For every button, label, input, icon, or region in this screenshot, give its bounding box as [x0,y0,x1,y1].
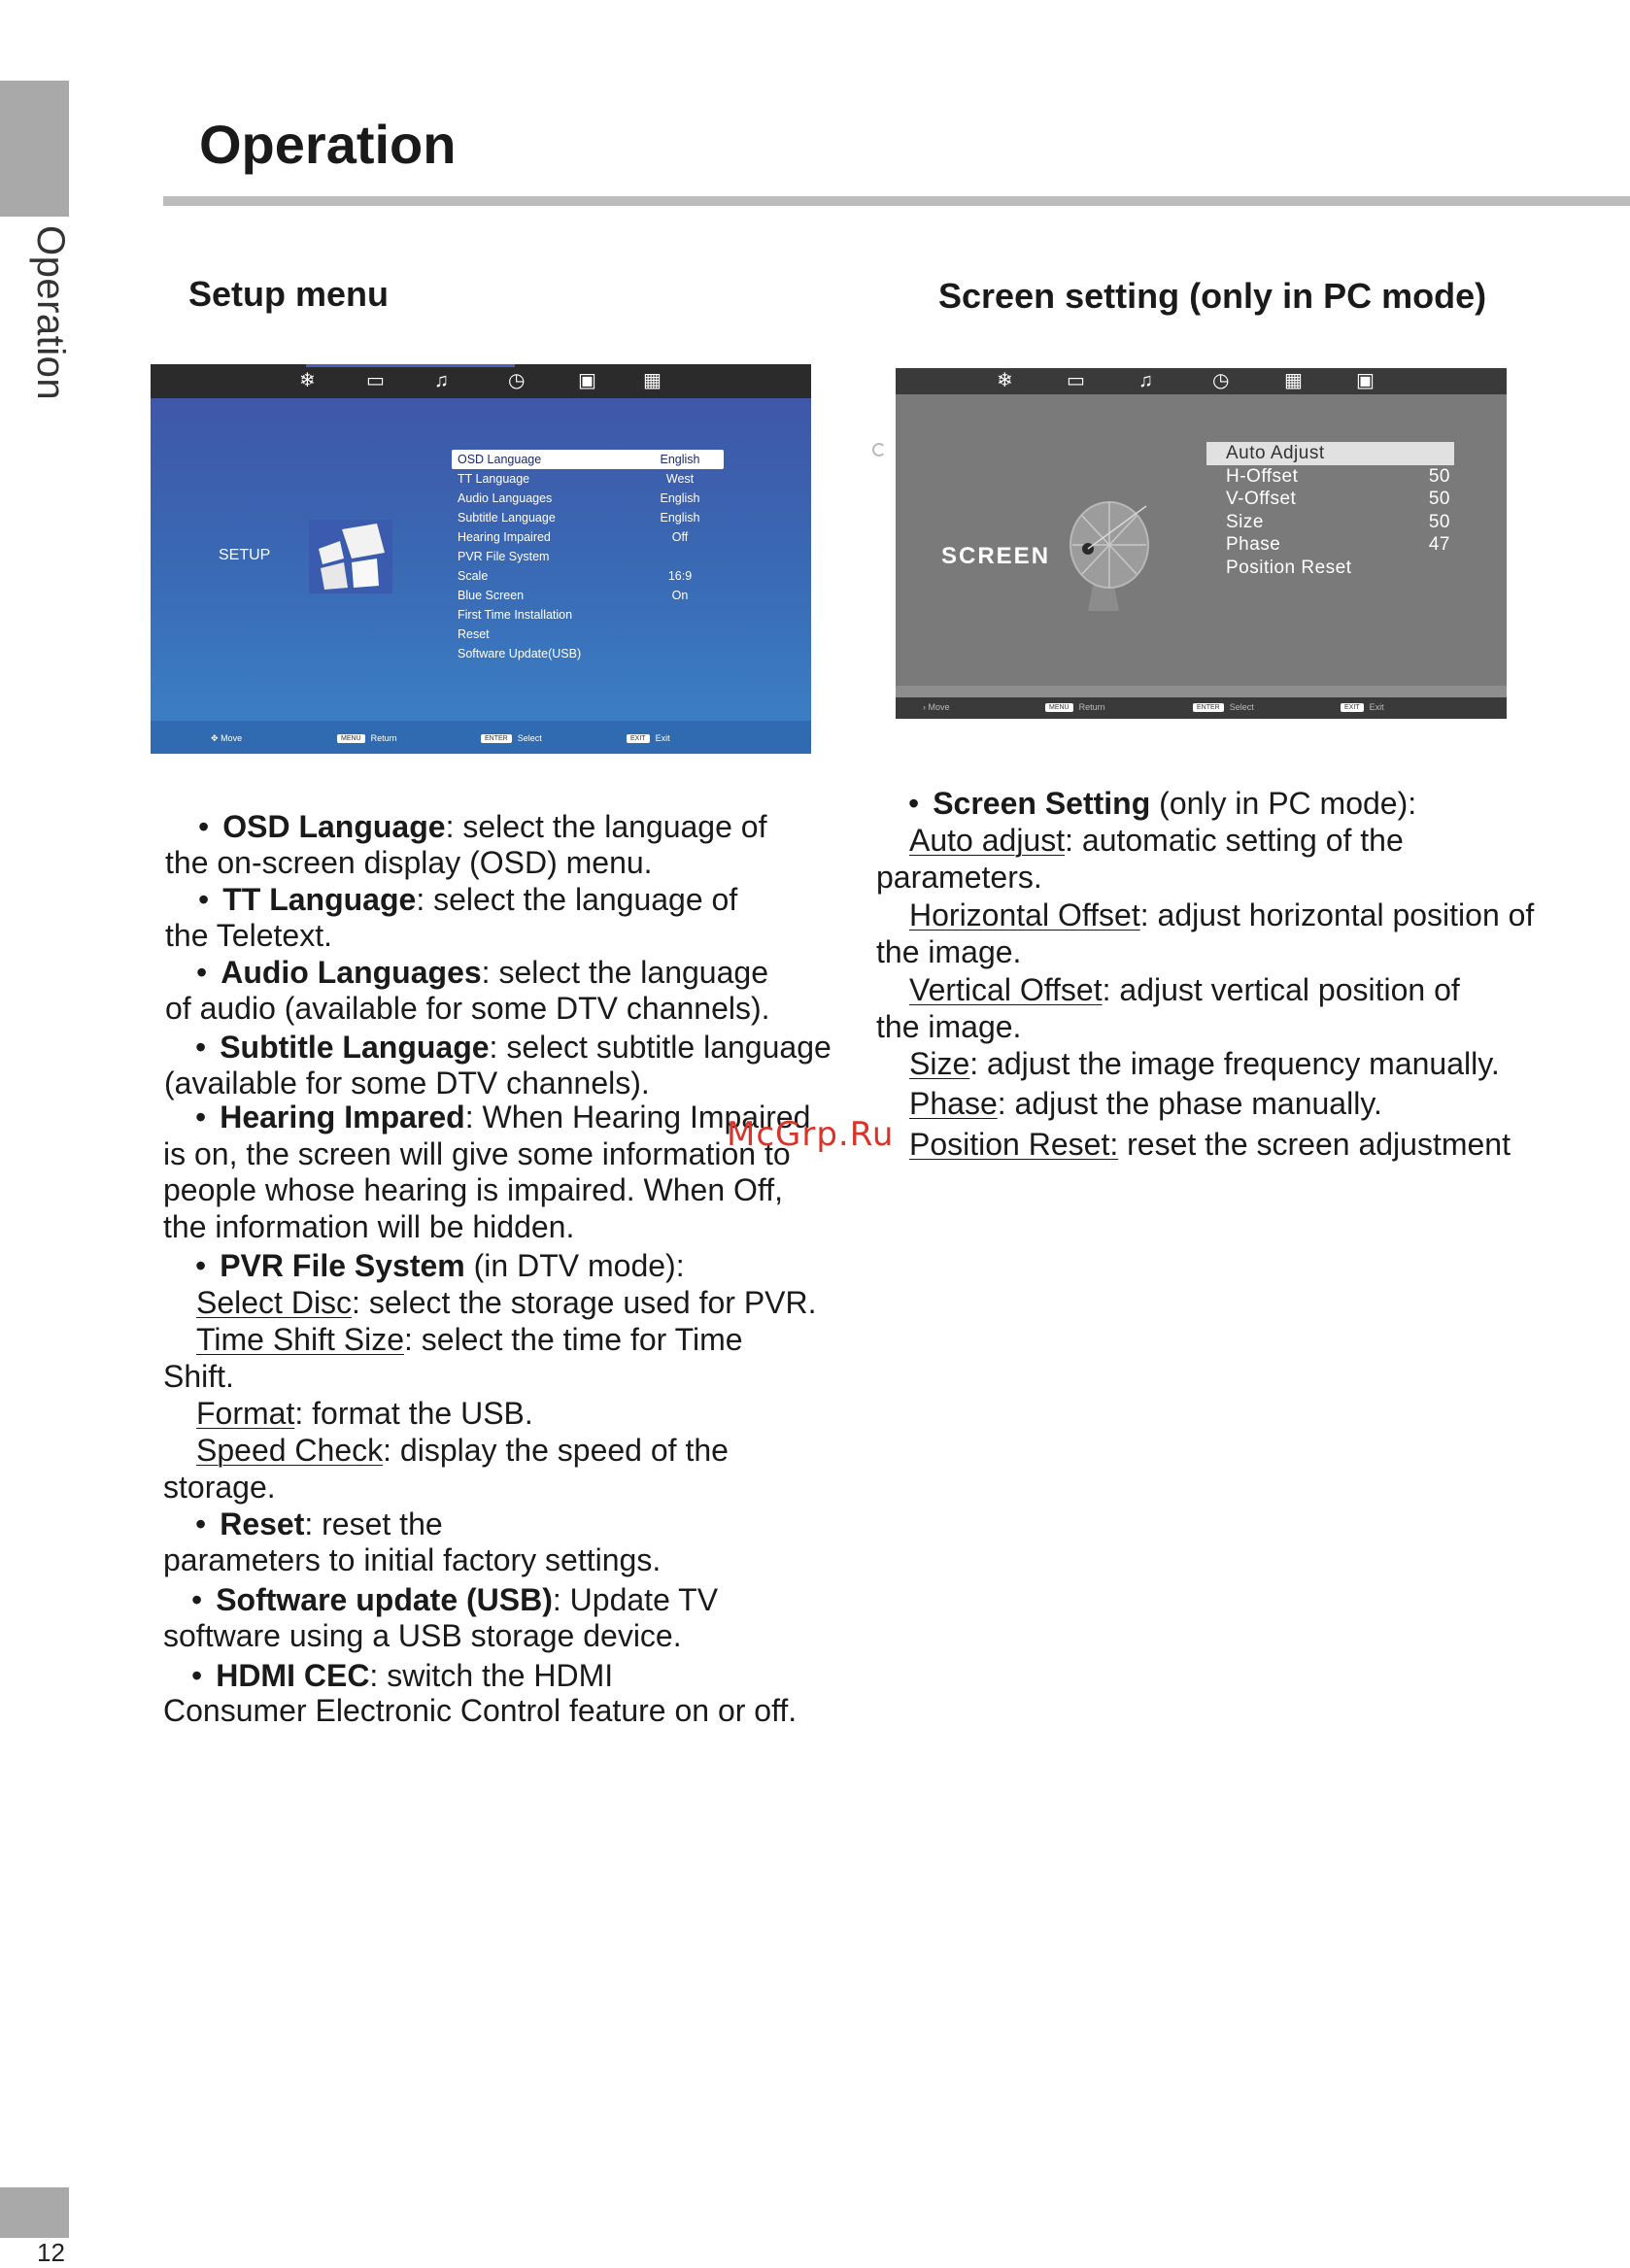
menu-item-h-offset[interactable]: H-Offset 50 [1226,465,1450,487]
move-arrow-icon: › [923,702,926,712]
select-hint: ENTER Select [1193,702,1254,712]
vertical-offset-item: Vertical Offset: adjust vertical position of [909,972,1460,1007]
setup-label: SETUP [219,547,271,563]
text-line: Shift. [163,1359,234,1394]
screen-setting-item: • Screen Setting (only in PC mode): [908,786,1417,821]
page-number: 12 [37,2238,65,2267]
setup-menu-screenshot [151,364,811,754]
text-line: is on, the screen will give some information to [163,1136,791,1171]
monitor-icon: ▭ [1067,370,1085,391]
select-hint: ENTER Select [481,733,542,743]
screen-label: SCREEN [941,543,1051,569]
windows-icon: ▦ [1284,370,1303,391]
clock-icon: ◷ [508,370,526,391]
side-tab-marker [0,81,69,217]
satellite-dish-icon [1051,485,1168,611]
menu-item-size[interactable]: Size 50 [1226,511,1450,532]
menu-item-position-reset[interactable]: Position Reset [1226,557,1352,578]
text-line: the Teletext. [165,918,332,953]
format-item: Format: format the USB. [196,1396,533,1431]
menu-item-subtitle-language[interactable]: Subtitle Language English [458,511,700,525]
position-reset-item: Position Reset: reset the screen adjustment [909,1127,1511,1162]
osd-top-bar [151,364,811,398]
menu-item-reset[interactable]: Reset [458,627,490,641]
clock-icon: ◷ [1212,370,1230,391]
bottom-tab-marker [0,2187,69,2238]
screen-setting-screenshot [896,368,1507,719]
lock-icon: ▣ [1356,370,1375,391]
menu-item-osd-language[interactable]: OSD Language English [452,450,724,469]
osd-help-bar [151,721,811,754]
title-divider [163,196,1630,206]
setup-graphic-icon [309,520,392,593]
page-title: Operation [199,114,457,175]
menu-item-first-time-installation[interactable]: First Time Installation [458,608,573,622]
hdmi-cec-item: • HDMI CEC: switch the HDMI [191,1658,614,1693]
screen-setting-list [1206,442,1454,579]
watermark: McGrp.Ru [727,1115,895,1154]
menu-item-v-offset[interactable]: V-Offset 50 [1226,489,1450,509]
menu-item-phase[interactable]: Phase 47 [1226,534,1450,555]
tt-language-item: • TT Language: select the language of [198,882,738,917]
text-line: parameters to initial factory settings. [163,1542,662,1577]
setup-menu-list [452,450,724,663]
picture-icon: ❄ [299,370,316,391]
phase-item: Phase: adjust the phase manually. [909,1086,1382,1121]
picture-icon: ❄ [997,370,1013,391]
subtitle-language-item: • Subtitle Language: select subtitle language [195,1030,832,1065]
screen-setting-heading: Screen setting (only in PC mode) [938,276,1487,316]
hearing-impared-item: • Hearing Impared: When Hearing Impaired [195,1100,811,1134]
text-line: (available for some DTV channels). [164,1066,650,1100]
select-disc-item: Select Disc: select the storage used for PVR. [196,1285,817,1320]
move-arrows-icon: ✥ [211,733,219,743]
menu-item-audio-languages[interactable]: Audio Languages English [458,491,700,505]
side-tab-label: Operation [29,225,72,401]
menu-item-hearing-impaired[interactable]: Hearing Impaired Off [458,530,689,544]
text-line: people whose hearing is impaired. When Off, [163,1172,783,1207]
text-line: parameters. [876,860,1042,895]
return-hint: MENU Return [337,733,397,743]
move-hint: › Move [923,702,950,712]
return-hint: MENU Return [1045,702,1105,712]
horizontal-offset-item: Horizontal Offset: adjust horizontal position of [909,897,1535,932]
lock-icon: ▣ [578,370,596,391]
menu-item-pvr-file-system[interactable]: PVR File System [458,550,550,563]
exit-hint: EXIT Exit [1341,702,1384,712]
osd-help-bar [896,697,1507,719]
music-note-icon: ♫ [434,370,449,391]
setup-menu-heading: Setup menu [188,274,390,314]
text-line: the image. [876,934,1022,969]
menu-item-scale[interactable]: Scale 16:9 [458,569,693,583]
auto-adjust-item: Auto adjust: automatic setting of the [909,823,1404,858]
software-update-item: • Software update (USB): Update TV [191,1582,719,1617]
text-line: Consumer Electronic Control feature on or off. [163,1693,798,1728]
size-item: Size: adjust the image frequency manually. [909,1046,1500,1081]
menu-item-auto-adjust[interactable]: Auto Adjust [1206,442,1454,465]
speed-check-item: Speed Check: display the speed of the [196,1433,729,1468]
text-line: storage. [163,1470,276,1505]
monitor-icon: ▭ [366,370,385,391]
text-line: the on-screen display (OSD) menu. [165,845,653,880]
exit-hint: EXIT Exit [627,733,670,743]
audio-languages-item: • Audio Languages: select the language [196,955,768,990]
menu-item-software-update[interactable]: Software Update(USB) [458,647,582,660]
menu-item-blue-screen[interactable]: Blue Screen On [458,589,689,602]
windows-icon: ▦ [643,370,662,391]
move-hint: ✥ Move [211,733,243,743]
menu-item-tt-language[interactable]: TT Language West [458,472,695,486]
reset-item: • Reset: reset the [195,1506,443,1541]
osd-top-bar [896,368,1507,394]
text-line: software using a USB storage device. [163,1618,682,1653]
time-shift-size-item: Time Shift Size: select the time for Time [196,1322,743,1357]
text-line: the image. [876,1009,1022,1044]
pvr-file-system-item: • PVR File System (in DTV mode): [195,1248,685,1283]
text-line: of audio (available for some DTV channels). [165,991,770,1026]
text-line: the information will be hidden. [163,1209,575,1244]
osd-language-item: • OSD Language: select the language of [198,809,767,844]
music-note-icon: ♫ [1138,370,1153,391]
scan-artifact [872,443,886,457]
